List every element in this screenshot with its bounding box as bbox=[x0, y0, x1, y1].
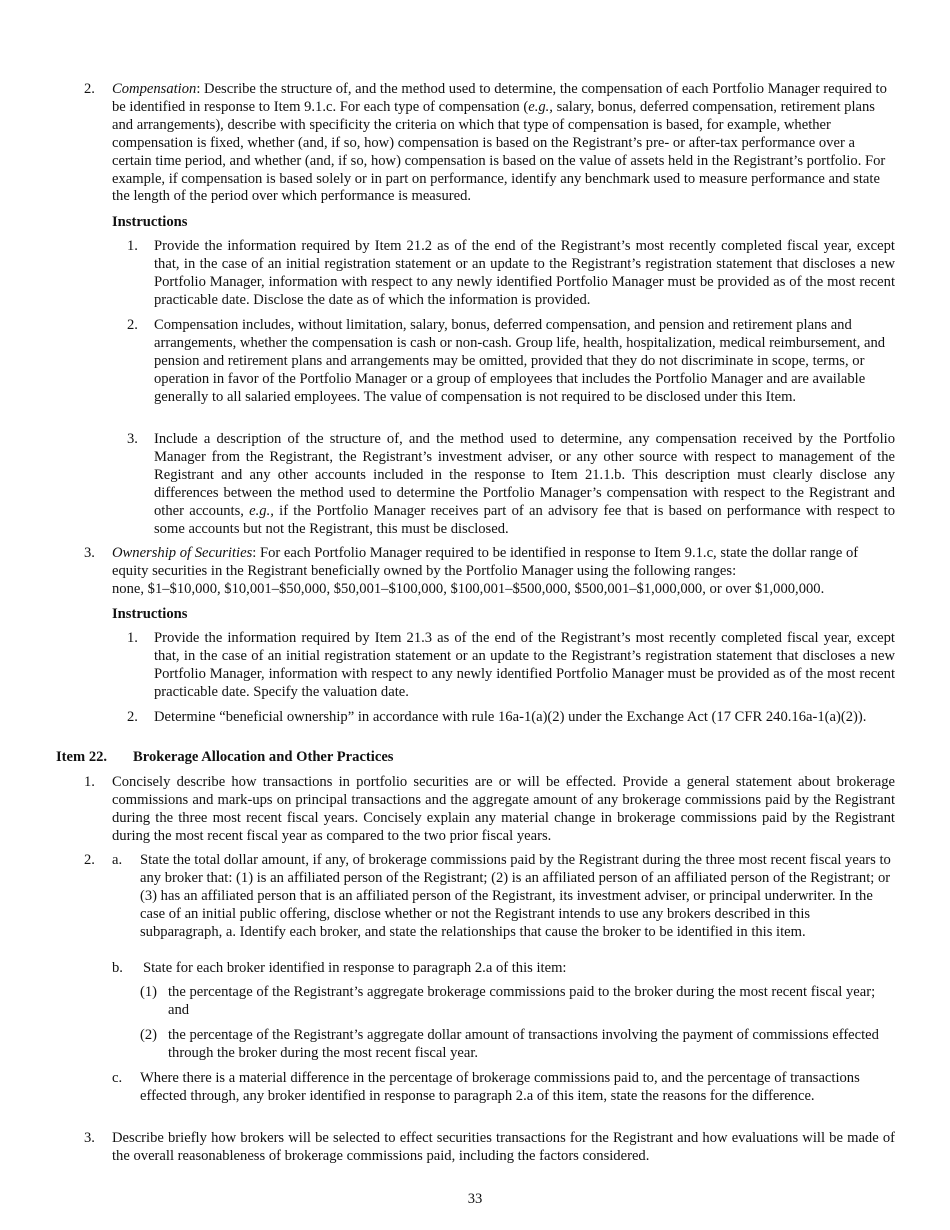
item21-p2-text: : Describe the structure of, and the method used to determine, the compensation of each Portfolio Manager required to be identified in response to Item 9.1.c. For each type of compensation ( bbox=[112, 81, 887, 115]
subitem-text: the percentage of the Registrant’s aggregate dollar amount of transactions involving the payment of commissions effected through the broker during the most recent fiscal year. bbox=[168, 1027, 879, 1061]
instruction-text: Provide the information required by Item 21.3 as of the end of the Registrant’s most recently completed fiscal year, except that, in the case of an initial registration statement or an update to the Registrant’s registration statement that discloses a new Portfolio Manager, information with respect to any newly identified Portfolio Manager must be provided as of the most recent practicable date. Specify the valuation date. bbox=[154, 630, 895, 700]
item21-p2-number: 2. bbox=[84, 81, 95, 97]
page-number: 33 bbox=[467, 1191, 483, 1207]
item22-p3-text: Describe briefly how brokers will be selected to effect securities transactions for the Registrant and how evaluations will be made of the overall reasonableness of brokerage commissions paid, including the factors considered. bbox=[112, 1130, 895, 1164]
instruction-text-b: if the Portfolio Manager receives part of an advisory fee that is based on performance with respect to some accounts but not the Registrant, this must be disclosed. bbox=[154, 502, 895, 537]
instruction-number: 2. bbox=[127, 709, 138, 725]
instructions-heading-2: Instructions bbox=[112, 606, 188, 622]
item22-p2b-text: State for each broker identified in response to paragraph 2.a of this item: bbox=[143, 960, 567, 976]
instruction-eg: e.g., bbox=[249, 502, 274, 519]
item22-p2a-text: State the total dollar amount, if any, of brokerage commissions paid by the Registrant during the three most recent fiscal years to any broker that: (1) is an affiliated person of the Registrant; (2) is an affiliated person of an affiliated person of the Registrant; or (3) has an affiliated person that is an affiliated person of the Registrant, its investment adviser, or principal underwriter. In the case of an initial public offering, disclose whether or not the Registrant intends to use any brokers described in this subparagraph, a. Identify each broker, and state the relationships that cause the broker to be identified in this item. bbox=[140, 852, 891, 940]
instruction-text: Provide the information required by Item 21.2 as of the end of the Registrant’s most recently completed fiscal year, except that, in the case of an initial registration statement or an update to the Registrant’s registration statement that discloses a new Portfolio Manager, information with respect to any newly identified Portfolio Manager must be provided as of the most recent practicable date. Disclose the date as of which the information is provided. bbox=[154, 238, 895, 308]
item21-p2-eg: e.g., bbox=[528, 98, 553, 115]
item22-label: Item 22. bbox=[56, 749, 108, 765]
instruction-number: 2. bbox=[127, 317, 138, 333]
item21-p3-ranges: none, $1–$10,000, $10,001–$50,000, $50,001–$100,000, $100,001–$500,000, $500,001–$1,000,000, or over $1,000,000. bbox=[112, 580, 825, 597]
instruction-number: 1. bbox=[127, 630, 138, 646]
item22-p3-number: 3. bbox=[84, 1130, 95, 1146]
item21-p2-paragraph bbox=[112, 81, 895, 206]
item21-p3-title: Ownership of Securities bbox=[112, 545, 253, 561]
item22-p1-text: Concisely describe how transactions in portfolio securities are or will be effected. Provide a general statement about brokerage commissions and mark-ups on principal transactions and the aggregate amount of any brokerage commissions paid by the Registrant during the three most recent fiscal years. Concisely explain any material change in brokerage commissions paid by the Registrant during the most recent fiscal year as compared to the two prior fiscal years. bbox=[112, 774, 895, 844]
item22-p2-number: 2. bbox=[84, 852, 95, 868]
item22-p2b-label: b. bbox=[112, 960, 123, 976]
instruction-number: 3. bbox=[127, 431, 138, 447]
item22-p2c-label: c. bbox=[112, 1070, 123, 1086]
item22-p2a-label: a. bbox=[112, 852, 123, 868]
item21-p3-number: 3. bbox=[84, 545, 95, 561]
subitem-number: (2) bbox=[140, 1027, 158, 1043]
item21-p3-paragraph bbox=[112, 545, 895, 599]
item21-p2-title: Compensation bbox=[112, 81, 197, 97]
instruction-text: Determine “beneficial ownership” in accordance with rule 16a-1(a)(2) under the Exchange Act (17 CFR 240.16a-1(a)(2)). bbox=[154, 709, 867, 725]
item21-p2-text2: salary, bonus, deferred compensation, retirement plans and arrangements), describe with specificity the criteria on which that type of compensation is based, for example, whether compensation is fixed, whether (and, if so, how) compensation is based on the Registrant’s pre- or after-tax performance over a certain time period, and whether (and, if so, how) compensation is based on the value of assets held in the Registrant’s portfolio. For example, if compensation is based solely or in part on performance, identify any benchmark used to measure performance and state the length of the period over which performance is measured. bbox=[112, 98, 886, 205]
subitem-number: (1) bbox=[140, 984, 158, 1000]
item22-p2c-text: Where there is a material difference in the percentage of brokerage commissions paid to, and the percentage of transactions effected through, any broker identified in response to paragraph 2.a of this item, state the reasons for the difference. bbox=[140, 1070, 860, 1104]
instructions-heading-1: Instructions bbox=[112, 214, 188, 230]
item22-p1-number: 1. bbox=[84, 774, 95, 790]
item21-p3-text: : For each Portfolio Manager required to be identified in response to Item 9.1.c, state the dollar range of equity securities in the Registrant beneficially owned by the Portfolio Manager using the following ranges: bbox=[112, 545, 859, 579]
instruction-text-a: Include a description of the structure of, and the method used to determine, any compensation received by the Portfolio Manager from the Registrant, the Registrant’s investment adviser, or any other source with respect to management of the Registrant and any other accounts included in the response to Item 21.1.b. This description must clearly disclose any differences between the method used to determine the Portfolio Manager’s compensation with respect to the Registrant and other accounts, bbox=[154, 431, 895, 519]
item22-title: Brokerage Allocation and Other Practices bbox=[133, 749, 394, 765]
instruction-text: Compensation includes, without limitation, salary, bonus, deferred compensation, and pension and retirement plans and arrangements, whether the compensation is cash or non-cash. Group life, health, hospitalization, medical reimbursement, and pension and retirement plans and arrangements may be omitted, provided that they do not discriminate in scope, terms, or operation in favor of the Portfolio Manager or a group of employees that includes the Portfolio Manager and are available generally to all salaried employees. The value of compensation is not required to be disclosed under this Item. bbox=[154, 317, 886, 405]
instruction-text bbox=[154, 431, 895, 538]
instruction-number: 1. bbox=[127, 238, 138, 254]
subitem-text: the percentage of the Registrant’s aggregate brokerage commissions paid to the broker during the most recent fiscal year; and bbox=[168, 984, 876, 1018]
